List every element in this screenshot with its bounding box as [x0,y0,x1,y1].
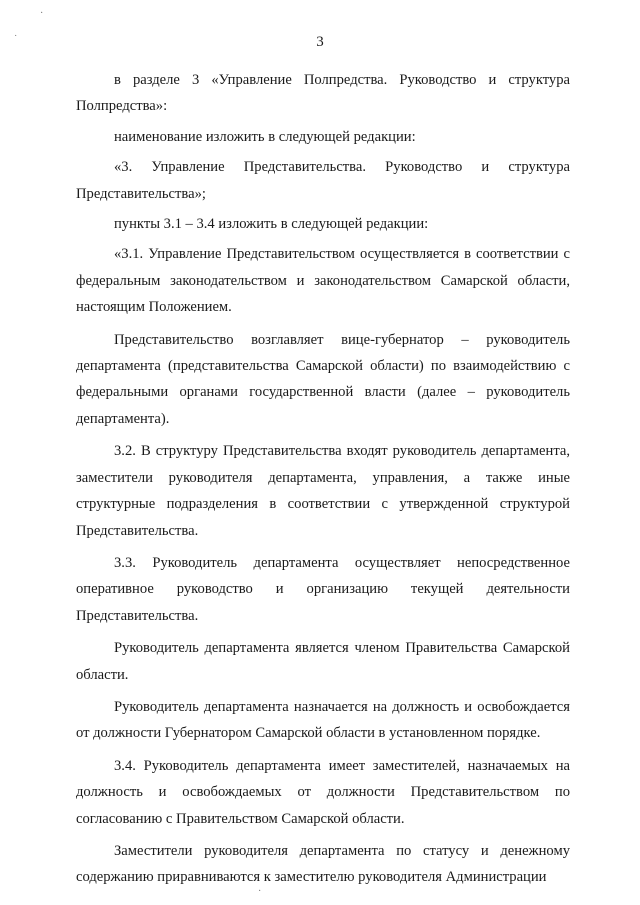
paragraph: пункты 3.1 – 3.4 изложить в следующей редакции: [114,216,429,233]
document-body [76,67,570,891]
paragraph: наименование изложить в следующей редакции: [114,128,416,145]
scan-speck-mark: · [258,886,262,897]
paragraph: Руководитель департамента является членом Правительства Самарской области. [76,640,570,683]
scan-speck-mark: · [40,8,44,19]
paragraph: Заместители руководителя департамента по статусу и денежному содержанию приравниваются к заместителю руководителя Администрации [76,842,570,886]
paragraph: Руководитель департамента назначается на должность и освобождается от должности Губернатором Самарской области в установленном порядке. [76,698,570,742]
paragraph: «3. Управление Представительства. Руководство и структура Представительства»; [76,159,570,202]
scan-speck-mark: ˙ [14,34,18,45]
paragraph: Представительство возглавляет вице-губернатор – руководитель департамента (представительства Самарской области) по взаимодействию с федеральными органами государственной власти (далее – руководитель департамента). [76,331,570,427]
paragraph: в разделе 3 «Управление Полпредства. Руководство и структура Полпредства»: [76,72,570,115]
page-number: 3 [316,34,324,50]
paragraph: 3.2. В структуру Представительства входят руководитель департамента, заместители руководителя департамента, управления, а также иные структурные подразделения в соответствии с утвержденной структурой Представительства. [76,443,570,539]
paragraph: «3.1. Управление Представительством осуществляется в соответствии с федеральным законодательством и законодательством Самарской области, настоящим Положением. [76,246,570,316]
paragraph: 3.4. Руководитель департамента имеет заместителей, назначаемых на должность и освобождаемых от должности Представительством по согласованию с Правительством Самарской области. [76,757,570,827]
paragraph: 3.3. Руководитель департамента осуществляет непосредственное оперативное руководство и организацию текущей деятельности Представительства. [76,554,570,624]
